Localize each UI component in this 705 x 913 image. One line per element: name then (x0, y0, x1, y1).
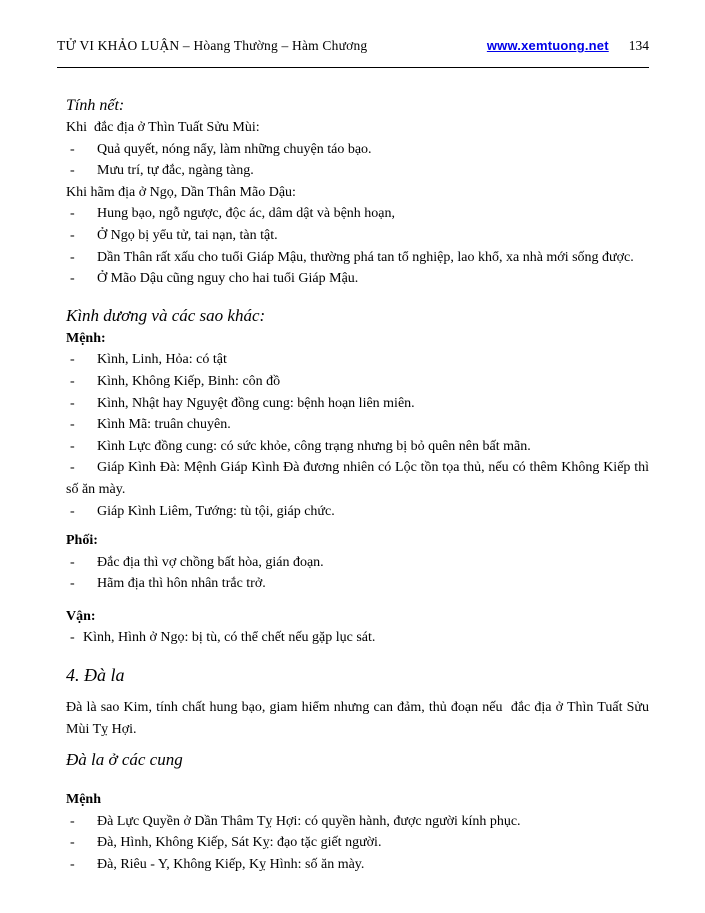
section-heading-tinh-net: Tính nết: (66, 97, 125, 114)
bullet-dash: - (70, 554, 75, 570)
bullet-item (66, 414, 649, 436)
bullet-text: Đà, Hình, Không Kiếp, Sát Kỵ: đạo tặc giết người. (97, 835, 382, 851)
bullet-text: Kình Lực đồng cung: có sức khỏe, công trạng nhưng bị bỏ quên nên bất mãn. (97, 438, 531, 454)
bullet-text: Kình, Linh, Hỏa: có tật (97, 352, 227, 368)
subsection-heading-da-la-cung: Đà la ở các cung (66, 750, 183, 770)
bullet-item (66, 203, 649, 225)
bullet-item (66, 436, 649, 458)
bullet-dash: - (70, 163, 75, 179)
bullet-item (66, 457, 649, 500)
paragraph-da-la: Đà là sao Kim, tính chất hung bạo, giam hiểm nhưng can đảm, thủ đoạn nếu đắc địa ở Thìn Tuất Sửu Mùi Tỵ Hợi. (66, 700, 649, 737)
bullet-text: Ở Ngọ bị yểu tử, tai nạn, tàn tật. (97, 227, 278, 243)
bullet-item (66, 573, 649, 595)
bullet-dash: - (70, 395, 75, 411)
bullet-text: Giáp Kình Đà: Mệnh Giáp Kình Đà đương nhiên có Lộc tồn tọa thủ, nếu có thêm Không Kiếp thì số ăn mày. (66, 460, 649, 497)
bullet-text: Hung bạo, ngỗ ngược, độc ác, dâm dật và bệnh hoạn, (97, 206, 396, 222)
bullet-item (66, 832, 649, 854)
bullet-text: Đà Lực Quyền ở Dần Thâm Tỵ Hợi: có quyền hành, được người kính phục. (97, 813, 521, 829)
bullet-dash: - (70, 630, 75, 646)
paragraph-line: Khi hãm địa ở Ngọ, Dần Thân Mão Dậu: (66, 184, 296, 200)
bullet-text: Đắc địa thì vợ chồng bất hòa, gián đoạn. (97, 554, 324, 570)
header-title: TỬ VI KHẢO LUẬN – Hòang Thường – Hàm Chương (57, 38, 368, 53)
bullet-item (66, 139, 649, 161)
bullet-text: Dần Thân rất xấu cho tuổi Giáp Mậu, thường phá tan tổ nghiệp, lao khổ, xa nhà mới sống được. (97, 249, 634, 265)
bullet-item (66, 371, 649, 393)
bullet-item (66, 247, 649, 269)
bullet-item (66, 811, 649, 833)
bullet-text: Kình Mã: truân chuyên. (97, 417, 231, 433)
bullet-item (66, 349, 649, 371)
bullet-text: Kình, Nhật hay Nguyệt đồng cung: bệnh hoạn liên miên. (97, 395, 415, 411)
bullet-item (66, 393, 649, 415)
paragraph-line: Khi đắc địa ở Thìn Tuất Sửu Mùi: (66, 120, 260, 135)
bullet-text: Mưu trí, tự đắc, ngàng tàng. (97, 163, 254, 179)
section-heading-kinh-duong: Kình dương và các sao khác: (66, 305, 266, 325)
bullet-dash: - (70, 417, 75, 433)
bullet-text: Giáp Kình Liêm, Tướng: tù tội, giáp chức. (97, 503, 335, 519)
page-header (57, 37, 649, 68)
label-menh-2: Mệnh (66, 792, 101, 808)
section-heading-da-la: 4. Đà la (66, 665, 125, 686)
bullet-text: Kình, Hình ở Ngọ: bị tù, có thể chết nếu gặp lục sát. (83, 630, 376, 646)
bullet-dash: - (70, 576, 75, 592)
bullet-dash: - (70, 249, 75, 265)
bullet-dash: - (70, 206, 75, 222)
bullet-item (66, 225, 649, 247)
bullet-text: Ở Mão Dậu cũng nguy cho hai tuổi Giáp Mậu. (97, 271, 359, 287)
bullet-dash: - (70, 857, 75, 873)
bullet-item (66, 627, 649, 649)
bullet-text: Quả quyết, nóng nẩy, làm những chuyện táo bạo. (97, 141, 372, 157)
document-body (66, 95, 649, 876)
website-link[interactable]: www.xemtuong.net (486, 38, 609, 53)
bullet-dash: - (70, 835, 75, 851)
bullet-text: Hãm địa thì hôn nhân trắc trở. (97, 576, 266, 592)
bullet-dash: - (70, 352, 75, 368)
bullet-item (66, 854, 649, 876)
bullet-dash: - (70, 141, 75, 157)
bullet-dash: - (70, 271, 75, 287)
bullet-item (66, 160, 649, 182)
bullet-dash: - (70, 227, 75, 243)
bullet-item (66, 268, 649, 290)
bullet-text: Kình, Không Kiếp, Binh: côn đồ (97, 373, 281, 389)
label-phoi: Phối: (66, 533, 98, 549)
bullet-dash: - (70, 438, 75, 454)
bullet-dash: - (70, 373, 75, 389)
bullet-dash: - (70, 813, 75, 829)
label-menh: Mệnh: (66, 330, 106, 346)
page-number: 134 (628, 38, 649, 53)
bullet-text: Đà, Riêu - Y, Không Kiếp, Kỵ Hình: số ăn mày. (97, 857, 365, 873)
bullet-item (66, 501, 649, 523)
bullet-dash: - (70, 460, 75, 476)
bullet-item (66, 552, 649, 574)
label-van: Vận: (66, 608, 96, 624)
bullet-dash: - (70, 503, 75, 519)
